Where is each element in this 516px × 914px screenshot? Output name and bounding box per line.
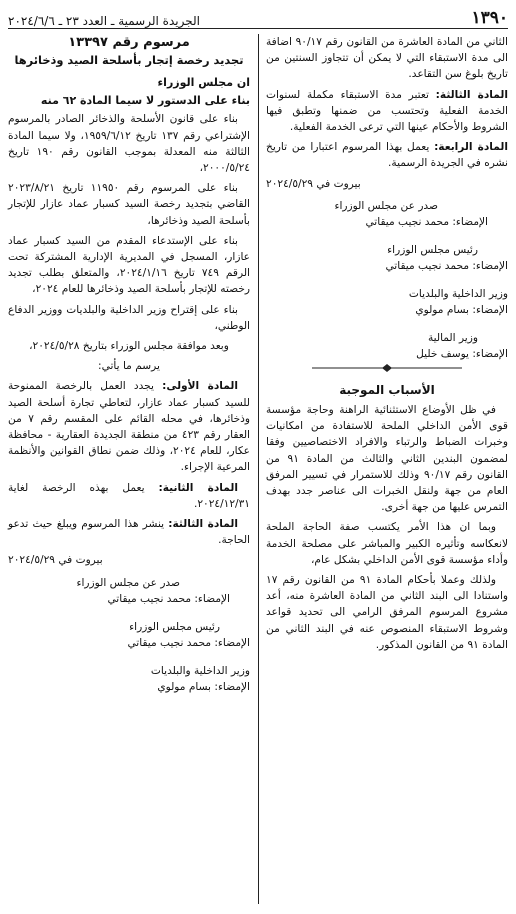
article-4 bbox=[266, 139, 508, 171]
article-text: يجدد العمل بالرخصة الممنوحة للسيد كسبار عماد عازار، لتعاطي تجارة أسلحة الصيد وذخائرها، في محله القائم على المقسم رقم ٧ من العقار رقم ٤٢٣ من منطقة الجديدة العقارية - محافظة عكار، للعام ٢٠٢٤، وذلك ضمن نطاق القوانين والأنظمة المرعية الإجراء. bbox=[8, 380, 250, 474]
article-3 bbox=[266, 87, 508, 136]
right-column bbox=[266, 34, 508, 657]
signature-line: الإمضاء: يوسف خليل bbox=[416, 347, 508, 360]
signature-line: وزير الداخلية والبلديات bbox=[150, 664, 250, 677]
article-label: المادة الثانية: bbox=[158, 481, 238, 494]
signature-line: الإمضاء: بسام مولوي bbox=[415, 303, 508, 316]
signature-line: رئيس مجلس الوزراء bbox=[387, 243, 478, 256]
decree-subject: تجديد رخصة إتجار بأسلحة الصيد وذخائرها bbox=[14, 53, 244, 67]
signature-line: وزير المالية bbox=[427, 331, 478, 344]
paragraph: بناء على الإستدعاء المقدم من السيد كسبار عماد عازار، المسجل في المديرية الإدارية المشتركة تحت الرقم ٧٤٩ تاريخ ٢٠٢٤/١/١٦، والمتعلق بطلب تجديد رخصته للإتجار بأسلحة الصيد وذخائرها للعام ٢٠٢٤، bbox=[8, 234, 250, 296]
signature-line: الإمضاء: محمد نجيب ميقاتي bbox=[107, 592, 230, 605]
article-text: ينشر هذا المرسوم ويبلغ حيث تدعو الحاجة. bbox=[8, 518, 250, 547]
decree-title: مرسوم رقم ١٣٣٩٧ bbox=[68, 35, 190, 50]
decrees-line: يرسم ما يأتي: bbox=[98, 360, 160, 373]
article-1 bbox=[8, 378, 250, 475]
signature-line: الإمضاء: بسام مولوي bbox=[157, 680, 250, 693]
columns bbox=[8, 34, 508, 914]
page-number: ١٣٩٠ bbox=[471, 8, 508, 28]
paragraph: الثاني من المادة العاشرة من القانون رقم ٩٠/١٧ اضافة الى مدة الاستبقاء التي لا يمكن أن تتجاوز السنتين من تاريخ بلوغ سن التقاعد. bbox=[266, 36, 509, 81]
article-label: المادة الثالثة: bbox=[435, 88, 508, 101]
paragraph: في ظل الأوضاع الاستثنائية الراهنة وحاجة مؤسسة قوى الأمن الداخلي الملحة للاستفادة من امكانيات وخبرات الضباط والرتباء والافراد الاختصاصيين وفقا لمضمون البندين الثاني والثالث من المادة ٩١ من القانون رقم ٩٠/١٧ وذلك للاستمرار في تسيير المرفق العام من جهة ولنقل الخبرات الى عناصر جدد بهدف التمرس عليها من جهة أخرى. bbox=[266, 404, 508, 514]
issuer-line: ان مجلس الوزراء bbox=[157, 76, 250, 89]
page-header bbox=[8, 6, 508, 29]
article-2 bbox=[8, 480, 250, 512]
issue-date: بيروت في ٢٠٢٤/٥/٢٩ bbox=[8, 554, 103, 567]
article-text: يعمل بهذا المرسوم اعتبارا من تاريخ نشره في الجريدة الرسمية. bbox=[266, 141, 508, 170]
article-label: المادة الأولى: bbox=[162, 380, 239, 393]
paragraph: بناء على إقتراح وزير الداخلية والبلديات ووزير الدفاع الوطني، bbox=[8, 303, 250, 332]
basis-constitution: بناء على الدستور لا سيما المادة ٦٢ منه bbox=[40, 94, 250, 108]
article-label: المادة الرابعة: bbox=[434, 141, 508, 154]
signature-line: الإمضاء: محمد نجيب ميقاتي bbox=[385, 259, 508, 272]
article-text: تعتبر مدة الاستبقاء مكملة لسنوات الخدمة الفعلية وتحتسب من ضمنها وتطبق فيها الشروط والأحكام عينها التي ترعى الخدمة الفعلية. bbox=[266, 88, 508, 134]
article-3 bbox=[8, 516, 250, 548]
signature-line: الإمضاء: محمد نجيب ميقاتي bbox=[127, 636, 250, 649]
signature-line: صدر عن مجلس الوزراء bbox=[76, 576, 180, 589]
left-column bbox=[8, 34, 250, 695]
gazette-issue-line: الجريدة الرسمية ـ العدد ٢٣ ـ ٢٠٢٤/٦/٦ bbox=[8, 14, 200, 28]
ornament-divider bbox=[312, 364, 462, 372]
paragraph: وبما ان هذا الأمر يكتسب صفة الحاجة الملحة لانعكاسه وتأثيره الكبير والمباشر على مصلحة الخدمة وأداء مؤسسة قوى الأمن الداخلي بشكل عام، bbox=[266, 521, 508, 566]
article-text: يعمل بهذه الرخصة لغاية ٢٠٢٤/١٢/٣١. bbox=[8, 481, 250, 510]
paragraph: بناء على قانون الأسلحة والذخائر الصادر بالمرسوم الإشتراعي رقم ١٣٧ تاريخ ١٩٥٩/٦/١٢، ولا سيما المادة الثالثة منه المعدلة بموجب القانون رقم ١٩٠ تاريخ ٢٠٠٠/٥/٢٤، bbox=[8, 113, 250, 175]
signature-line: الإمضاء: محمد نجيب ميقاتي bbox=[365, 215, 488, 228]
signature-line: رئيس مجلس الوزراء bbox=[129, 620, 220, 633]
paragraph: وبعد موافقة مجلس الوزراء بتاريخ ٢٠٢٤/٥/٢٨، bbox=[29, 340, 229, 353]
section-title: الأسباب الموجبة bbox=[339, 382, 435, 397]
article-label: المادة الثالثة: bbox=[168, 518, 238, 531]
signature-line: صدر عن مجلس الوزراء bbox=[334, 199, 438, 212]
signature-line: وزير الداخلية والبلديات bbox=[408, 287, 508, 300]
issue-date: بيروت في ٢٠٢٤/٥/٢٩ bbox=[266, 177, 361, 190]
paragraph: بناء على المرسوم رقم ١١٩٥٠ تاريخ ٢٠٢٣/٨/٢١ القاضي بتجديد رخصة السيد كسبار عماد عازار للإتجار بأسلحة الصيد وذخائرها، bbox=[8, 182, 250, 227]
paragraph: ولذلك وعملا بأحكام المادة ٩١ من القانون رقم ١٧ واستنادا الى البند الثاني من المادة العاشرة منه، أعد مشروع المرسوم المرفق الرامي الى تحديد قواعد وشروط الاستبقاء المنصوص عنه في البند الثاني من المادة ٩١ من القانون المذكور. bbox=[266, 574, 508, 651]
